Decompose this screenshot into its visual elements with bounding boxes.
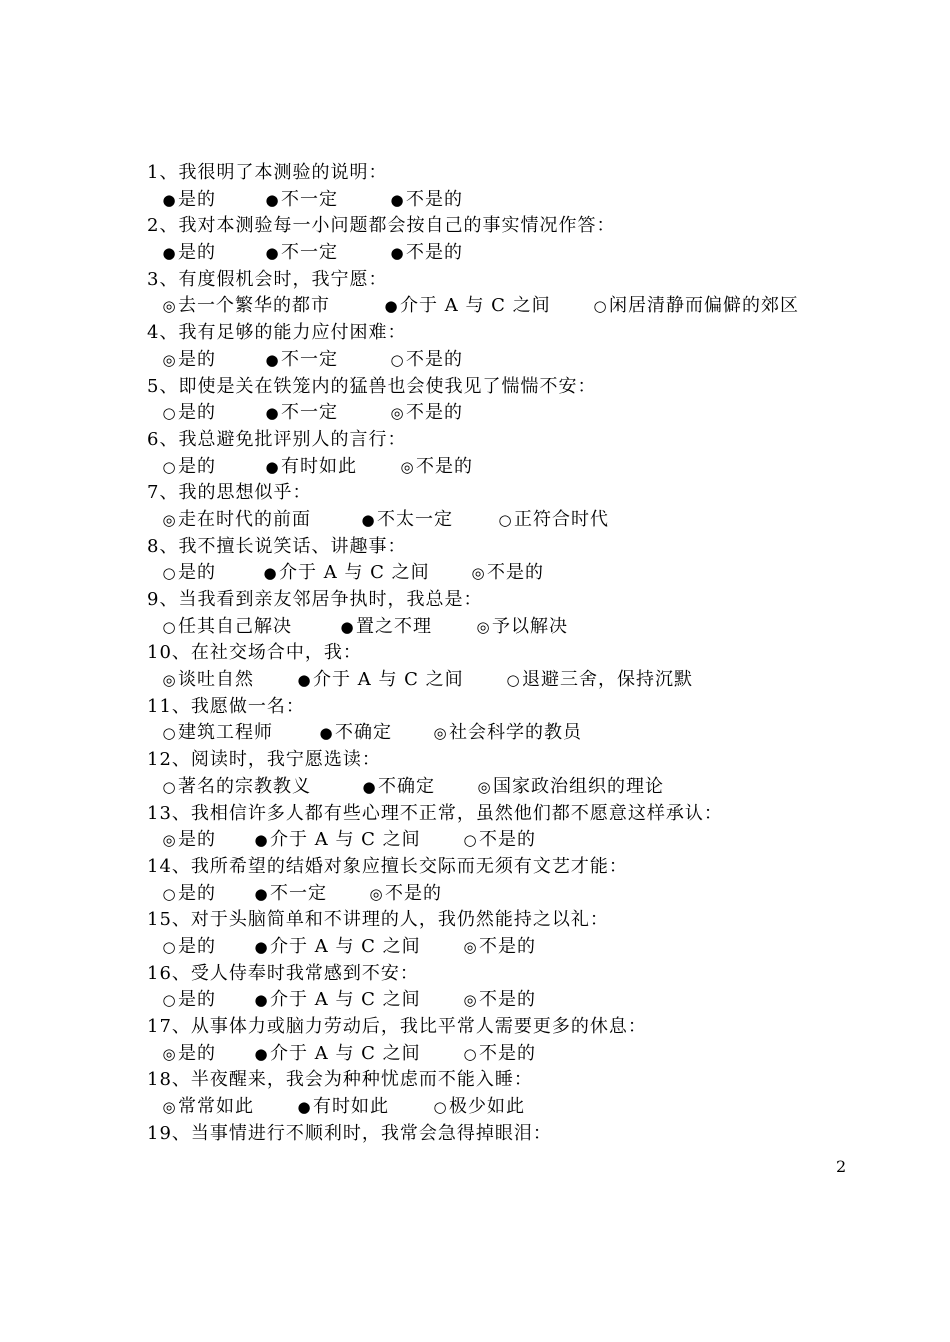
option-label: 不是的: [479, 989, 536, 1011]
option[interactable]: [361, 507, 453, 534]
option[interactable]: [433, 720, 582, 747]
option-row: [147, 881, 867, 908]
option-row: [147, 720, 867, 747]
option[interactable]: [265, 400, 338, 427]
option-label: 社会科学的教员: [449, 722, 582, 744]
option[interactable]: [390, 347, 463, 374]
option-label: 国家政治组织的理论: [493, 775, 664, 797]
option-mark-icon: ●: [254, 991, 269, 1010]
option-mark-icon: ○: [498, 510, 513, 529]
option-mark-icon: ◎: [162, 1044, 177, 1063]
option[interactable]: [265, 187, 338, 214]
option-label: 介于 A 与 C 之间: [270, 829, 421, 851]
question-text: 17、从事体力或脑力劳动后，我比平常人需要更多的休息：: [147, 1016, 647, 1037]
option-mark-icon: ○: [162, 617, 177, 636]
option-mark-icon: ●: [263, 564, 278, 583]
option-row: [147, 614, 867, 641]
option[interactable]: [390, 400, 463, 427]
option-mark-icon: ●: [340, 617, 355, 636]
option[interactable]: [369, 881, 442, 908]
option[interactable]: [593, 293, 799, 320]
option-mark-icon: ●: [265, 190, 280, 209]
option-label: 介于 A 与 C 之间: [313, 669, 464, 691]
option-mark-icon: ●: [265, 244, 280, 263]
option-row: [147, 400, 867, 427]
option-label: 是的: [178, 188, 216, 210]
option-mark-icon: ●: [265, 404, 280, 423]
option-label: 有时如此: [313, 1096, 389, 1118]
option-label: 是的: [178, 1042, 216, 1064]
option-mark-icon: ◎: [400, 457, 415, 476]
question-text: 19、当事情进行不顺利时，我常会急得掉眼泪：: [147, 1122, 552, 1144]
option-label: 不确定: [335, 722, 392, 744]
option-label: 常常如此: [178, 1096, 254, 1118]
option-mark-icon: ◎: [463, 937, 478, 956]
questionnaire: [147, 160, 867, 1147]
option[interactable]: [162, 720, 273, 747]
option[interactable]: [471, 560, 544, 587]
option-row: [147, 507, 867, 534]
option-mark-icon: ●: [384, 297, 399, 316]
option[interactable]: [477, 774, 664, 801]
option-label: 正符合时代: [514, 508, 609, 530]
option[interactable]: [162, 987, 216, 1014]
option-mark-icon: ◎: [477, 777, 492, 796]
option[interactable]: [265, 240, 338, 267]
question-text: 10、在社交场合中，我：: [147, 642, 362, 664]
question-text: 16、受人侍奉时我常感到不安：: [147, 962, 419, 984]
option-mark-icon: ◎: [162, 671, 177, 690]
option[interactable]: [297, 667, 464, 694]
option-label: 不一定: [270, 882, 327, 904]
option-label: 不是的: [416, 455, 473, 477]
option-label: 不确定: [378, 775, 435, 797]
option-mark-icon: ●: [254, 884, 269, 903]
option[interactable]: [162, 454, 216, 481]
option-label: 介于 A 与 C 之间: [400, 295, 551, 317]
option-label: 不是的: [487, 562, 544, 584]
option-row: [147, 667, 867, 694]
option-row: [147, 987, 867, 1014]
option-label: 置之不理: [356, 615, 432, 637]
option-mark-icon: ○: [593, 297, 608, 316]
option[interactable]: [319, 720, 392, 747]
option-mark-icon: ◎: [162, 1098, 177, 1117]
option-mark-icon: ●: [319, 724, 334, 743]
option-mark-icon: ●: [254, 1044, 269, 1063]
option-mark-icon: ◎: [471, 564, 486, 583]
option[interactable]: [254, 934, 421, 961]
option-label: 任其自己解决: [178, 615, 292, 637]
option-mark-icon: ●: [297, 1098, 312, 1117]
option-row: [147, 774, 867, 801]
question-text: 12、阅读时，我宁愿选读：: [147, 749, 381, 771]
option[interactable]: [463, 987, 536, 1014]
option[interactable]: [162, 881, 216, 908]
option-mark-icon: ○: [162, 724, 177, 743]
option[interactable]: [263, 560, 430, 587]
option-mark-icon: ◎: [463, 991, 478, 1010]
option[interactable]: [162, 187, 216, 214]
option-label: 不是的: [406, 348, 463, 370]
option[interactable]: [162, 400, 216, 427]
option-mark-icon: ◎: [369, 884, 384, 903]
question-text: 15、对于头脑简单和不讲理的人，我仍然能持之以礼：: [147, 909, 609, 931]
option-label: 是的: [178, 562, 216, 584]
option[interactable]: [390, 187, 463, 214]
option-row: [147, 187, 867, 214]
option[interactable]: [254, 1041, 421, 1068]
option[interactable]: [162, 347, 216, 374]
question-text: 4、我有足够的能力应付困难：: [147, 322, 407, 344]
option-row: [147, 560, 867, 587]
question-text: 8、我不擅长说笑话、讲趣事：: [147, 535, 407, 557]
option-label: 是的: [178, 348, 216, 370]
option-mark-icon: ○: [506, 671, 521, 690]
option[interactable]: [162, 507, 311, 534]
page-number: 2: [836, 1157, 847, 1176]
option[interactable]: [498, 507, 609, 534]
question-text: 11、我愿做一名：: [147, 695, 305, 717]
option-row: [147, 1041, 867, 1068]
option-label: 不是的: [479, 829, 536, 851]
option[interactable]: [463, 934, 536, 961]
option-mark-icon: ○: [463, 1044, 478, 1063]
option[interactable]: [265, 454, 357, 481]
option-row: [147, 293, 867, 320]
option-row: [147, 1094, 867, 1121]
option-mark-icon: ○: [162, 564, 177, 583]
option-mark-icon: ●: [162, 244, 177, 263]
option-label: 走在时代的前面: [178, 508, 311, 530]
option-label: 是的: [178, 829, 216, 851]
option[interactable]: [162, 774, 311, 801]
option-mark-icon: ○: [463, 831, 478, 850]
option-mark-icon: ●: [362, 777, 377, 796]
option-label: 介于 A 与 C 之间: [270, 989, 421, 1011]
question-text: 14、我所希望的结婚对象应擅长交际而无须有文艺才能：: [147, 855, 628, 877]
option[interactable]: [433, 1094, 525, 1121]
option-label: 不一定: [281, 242, 338, 264]
question-text: 1、我很明了本测验的说明：: [147, 162, 388, 183]
option-label: 不太一定: [377, 508, 453, 530]
option-label: 是的: [178, 242, 216, 264]
option-row: [147, 347, 867, 374]
option-label: 不是的: [406, 402, 463, 424]
option[interactable]: [162, 1094, 254, 1121]
option-label: 介于 A 与 C 之间: [270, 935, 421, 957]
option-mark-icon: ●: [390, 190, 405, 209]
option[interactable]: [265, 347, 338, 374]
option-mark-icon: ○: [162, 457, 177, 476]
option-mark-icon: ◎: [162, 831, 177, 850]
option-label: 是的: [178, 935, 216, 957]
option-label: 不是的: [385, 882, 442, 904]
option[interactable]: [463, 827, 536, 854]
option-mark-icon: ○: [433, 1098, 448, 1117]
question-text: 13、我相信许多人都有些心理不正常，虽然他们都不愿意这样承认：: [147, 802, 723, 824]
option[interactable]: [463, 1041, 536, 1068]
option-label: 予以解决: [492, 615, 568, 637]
option-mark-icon: ●: [390, 244, 405, 263]
option-mark-icon: ●: [361, 510, 376, 529]
question-text: 5、即使是关在铁笼内的猛兽也会使我见了惴惴不安：: [147, 375, 597, 397]
option[interactable]: [384, 293, 551, 320]
question-text: 9、当我看到亲友邻居争执时，我总是：: [147, 589, 483, 610]
option-label: 不是的: [479, 935, 536, 957]
option-label: 有时如此: [281, 455, 357, 477]
option[interactable]: [162, 1041, 216, 1068]
question-text: 2、我对本测验每一小问题都会按自己的事实情况作答：: [147, 215, 616, 237]
option-row: [147, 827, 867, 854]
option[interactable]: [162, 240, 216, 267]
option-mark-icon: ●: [265, 457, 280, 476]
option-label: 不是的: [406, 242, 463, 264]
option-mark-icon: ◎: [433, 724, 448, 743]
option[interactable]: [297, 1094, 389, 1121]
option[interactable]: [162, 667, 254, 694]
question-text: 6、我总避免批评别人的言行：: [147, 428, 407, 450]
option-label: 不是的: [406, 188, 463, 210]
option[interactable]: [254, 881, 327, 908]
option-label: 是的: [178, 989, 216, 1011]
option-label: 不一定: [281, 402, 338, 424]
option-mark-icon: ○: [162, 884, 177, 903]
option-mark-icon: ●: [297, 671, 312, 690]
option-row: [147, 240, 867, 267]
option-label: 闲居清静而偏僻的郊区: [609, 295, 799, 317]
option[interactable]: [162, 560, 216, 587]
option-label: 不一定: [281, 348, 338, 370]
option-mark-icon: ◎: [476, 617, 491, 636]
option-label: 介于 A 与 C 之间: [270, 1042, 421, 1064]
option-mark-icon: ○: [390, 350, 405, 369]
option-mark-icon: ◎: [162, 350, 177, 369]
option[interactable]: [362, 774, 435, 801]
option-label: 退避三舍，保持沉默: [522, 669, 693, 691]
question-text: 7、我的思想似乎：: [147, 482, 312, 504]
option-mark-icon: ●: [265, 350, 280, 369]
option[interactable]: [254, 827, 421, 854]
option[interactable]: [162, 614, 292, 641]
option-label: 不一定: [281, 188, 338, 210]
option-label: 建筑工程师: [178, 722, 273, 744]
option-label: 去一个繁华的都市: [178, 295, 330, 317]
option-mark-icon: ○: [162, 937, 177, 956]
option-mark-icon: ◎: [162, 510, 177, 529]
option[interactable]: [254, 987, 421, 1014]
option[interactable]: [476, 614, 568, 641]
option-mark-icon: ●: [254, 937, 269, 956]
question-text: 3、有度假机会时，我宁愿：: [147, 268, 388, 290]
option-label: 介于 A 与 C 之间: [279, 562, 430, 584]
option[interactable]: [390, 240, 463, 267]
option[interactable]: [162, 934, 216, 961]
option-mark-icon: ○: [162, 777, 177, 796]
option-label: 是的: [178, 402, 216, 424]
option-mark-icon: ●: [162, 190, 177, 209]
option[interactable]: [400, 454, 473, 481]
option-mark-icon: ◎: [162, 297, 177, 316]
option-mark-icon: ○: [162, 404, 177, 423]
option-mark-icon: ●: [254, 831, 269, 850]
question-text: 18、半夜醒来，我会为种种忧虑而不能入睡：: [147, 1069, 533, 1091]
option-label: 著名的宗教教义: [178, 775, 311, 797]
option-mark-icon: ◎: [390, 404, 405, 423]
option-row: [147, 934, 867, 961]
option-label: 谈吐自然: [178, 669, 254, 691]
option[interactable]: [506, 667, 693, 694]
option-label: 极少如此: [449, 1096, 525, 1118]
option-label: 是的: [178, 455, 216, 477]
option[interactable]: [162, 827, 216, 854]
option-label: 是的: [178, 882, 216, 904]
option-row: [147, 454, 867, 481]
option-label: 不是的: [479, 1042, 536, 1064]
option-mark-icon: ○: [162, 991, 177, 1010]
option[interactable]: [340, 614, 432, 641]
option[interactable]: [162, 293, 330, 320]
